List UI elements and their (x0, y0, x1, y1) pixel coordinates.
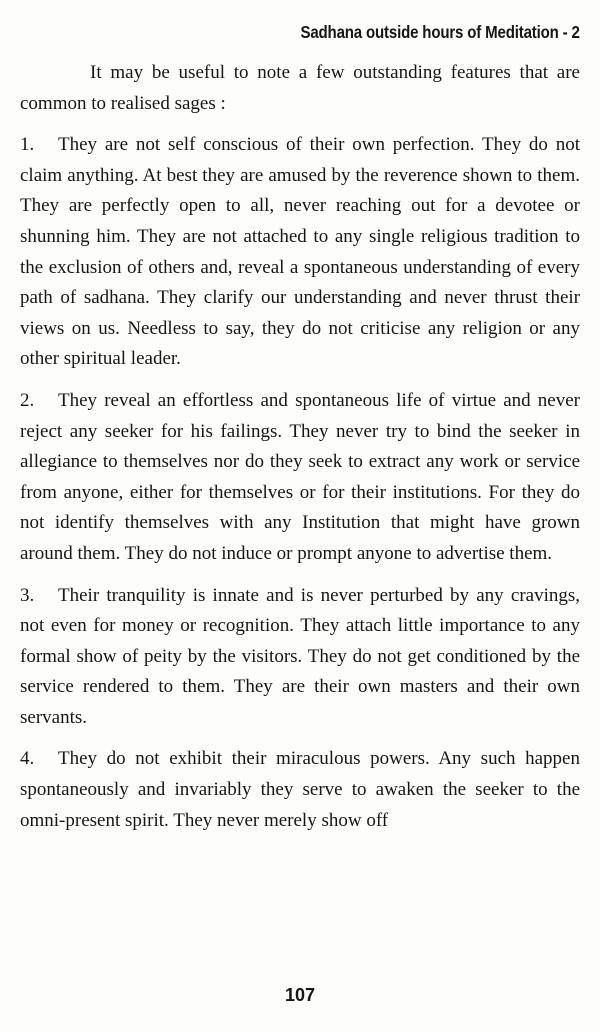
item-number: 3. (20, 584, 35, 606)
running-head: Sadhana outside hours of Meditation - 2 (300, 22, 580, 42)
item-text: They are not self conscious of their own perfection. They do not claim anything. At best they are amused by the reverence shown to them. They are perfectly open to all, never reaching out for a devotee or shunning him. They are not attached to any single religious tradition to the exclusion of others and, reveal a spontaneous understanding of every path of sadhana. They clarify our understanding and never thrust their views on us. Needless to say, they do not criticise any religion or any other spiritual leader. (20, 134, 580, 370)
item-text: Their tranquility is innate and is never perturbed by any cravings, not even for money or recognition. They attach little importance to any formal show of peity by the visitors. They do not get conditioned by the service rendered to them. They are their own masters and their own servants. (20, 584, 580, 728)
item-number: 1. (20, 134, 35, 156)
intro-paragraph: It may be useful to note a few outstanding features that are common to realised sages : (20, 62, 580, 114)
body-text (20, 58, 580, 836)
item-number: 2. (20, 389, 35, 411)
list-item (20, 130, 580, 375)
item-number: 4. (20, 748, 35, 770)
list-item (20, 581, 580, 734)
page-number: 107 (284, 985, 316, 1005)
item-text: They do not exhibit their miraculous powers. Any such happen spontaneously and invariably they serve to awaken the seeker to the omni-present spirit. They never merely show off (20, 748, 580, 831)
list-item (20, 744, 580, 836)
item-text: They reveal an effortless and spontaneous life of virtue and never reject any seeker for his failings. They never try to bind the seeker in allegiance to themselves nor do they seek to extract any work or service from anyone, either for themselves or for their institutions. For they do not identify themselves with any Institution that might have grown around them. They do not induce or prompt anyone to advertise them. (20, 389, 580, 564)
list-item (20, 386, 580, 570)
